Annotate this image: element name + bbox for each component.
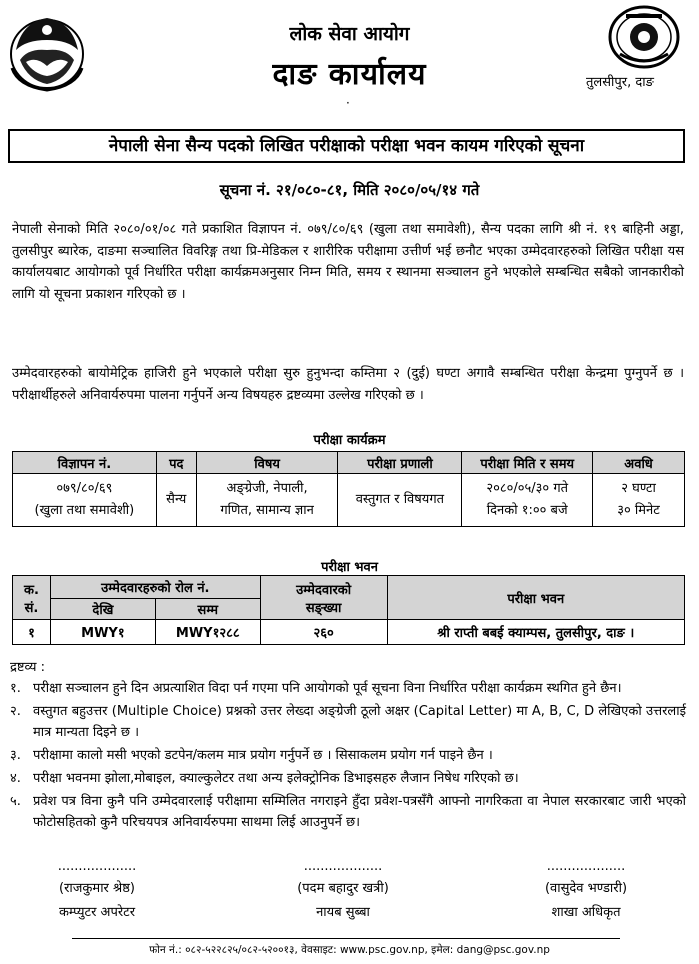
list-item [10, 745, 686, 766]
footer-divider [72, 938, 620, 939]
office-name: दाङ कार्यालय [272, 57, 427, 92]
signature-block [476, 860, 696, 920]
cell-subject [196, 474, 338, 527]
header-candidate-count [260, 576, 387, 620]
intro-paragraph: नेपाली सेनाको मिति २०८०/०१/०८ गते प्रकाशित विज्ञापन नं. ०७९/८०/६९ (खुला तथा समावेशी), सैन्य पदका लागि श्री नं. १९ बाहिनी अड्डा, तुलसीपुर ब्यारेक, दाङमा सञ्चालित विवरिङ्ग तथा प्रि-मेडिकल र शारीरिक परीक्षामा उत्तीर्ण भई छनौट भएका उम्मेदवारहरुको लिखित परीक्षा यस कार्यालयबाट आयोगको पूर्व निर्धारित परीक्षा कार्यक्रमअनुसार निम्न मिति, समय र स्थानमा सञ्चालन हुने भएकोले सम्बन्धित सबैको जानकारीको लागि यो सूचना प्रकाशन गरिएको छ । [12, 222, 684, 302]
header-roll-from: देखि [50, 599, 155, 620]
note-number: २. [10, 704, 21, 719]
notes-heading: द्रष्टव्य : [10, 660, 45, 675]
header-roll-to: सम्म [155, 599, 260, 620]
header-post: पद [156, 452, 196, 474]
header-exam-datetime: परीक्षा मिति र समय [462, 452, 593, 474]
subject-line-2: गणित, सामान्य ज्ञान [220, 503, 314, 518]
note-number: ५. [10, 794, 21, 809]
header-exam-system: परीक्षा प्रणाली [338, 452, 462, 474]
note-number: १. [10, 681, 21, 696]
header-serial-no [13, 576, 51, 620]
header-dot: · [346, 96, 350, 110]
cell-roll-to: MWY१२८८ [155, 620, 260, 645]
cell-venue: श्री राप्ती बबई क्याम्पस, तुलसीपुर, दाङ । [387, 620, 684, 645]
instruction-paragraph: उम्मेदवारहरुको बायोमेट्रिक हाजिरी हुने भएकाले परीक्षा सुरु हुनुभन्दा कम्तिमा २ (दुई) घण्टा अगावै सम्बन्धित परीक्षा केन्द्रमा पुग्नुपर्ने छ । परीक्षार्थीहरुले अनिवार्यरुपमा पालना गर्नुपर्ने अन्य विषयहरु द्रष्टव्यमा उल्लेख गरिएको छ । [12, 366, 684, 403]
table-row [13, 474, 685, 527]
list-item [10, 701, 686, 743]
cell-serial-no: १ [13, 620, 51, 645]
notice-number: सूचना नं. २१/०८०-८१, मिति २०८०/०५/१४ गते [219, 181, 480, 199]
note-number: ३. [10, 748, 21, 763]
table-header-row [13, 576, 685, 599]
office-location: तुलसीपुर, दाङ [586, 75, 654, 90]
signatory-title: कम्प्युटर अपरेटर [58, 905, 136, 920]
notes-list [10, 678, 686, 835]
signatory-name: (वासुदेव भण्डारी) [544, 881, 628, 896]
notice-title: नेपाली सेना सैन्य पदको लिखित परीक्षाको परीक्षा भवन कायम गरिएको सूचना [8, 129, 685, 163]
header-roll-no: उम्मेदवारहरुको रोल नं. [50, 576, 260, 599]
signature-block [0, 860, 207, 920]
psc-seal-icon [606, 4, 682, 70]
exam-schedule-title: परीक्षा कार्यक्रम [313, 433, 386, 448]
exam-time: दिनको १:०० बजे [486, 503, 568, 518]
signature-line: ................... [57, 859, 137, 874]
signatory-title: शाखा अधिकृत [551, 905, 621, 920]
header-ad-no: विज्ञापन नं. [13, 452, 157, 474]
duration-hours: २ घण्टा [621, 481, 656, 496]
signature-block [233, 860, 453, 920]
ad-no-value: ०७९/८०/६९ [56, 481, 113, 496]
cell-post: सैन्य [156, 474, 196, 527]
organization-name: लोक सेवा आयोग [289, 23, 410, 45]
note-text: वस्तुगत बहुउत्तर (Multiple Choice) प्रश्नको उत्तर लेख्दा अङ्ग्रेजी ठूलो अक्षर (Capital Letter) मा A, B, C, D लेखिएको उत्तरलाई मात्र मान्यता दिइने छ । [33, 704, 686, 740]
signatory-title: नायब सुब्बा [316, 905, 370, 920]
header-duration: अवधि [593, 452, 685, 474]
header-exam-venue: परीक्षा भवन [387, 576, 684, 620]
signature-line: ................... [303, 859, 383, 874]
header-serial-line-1: क. [24, 582, 39, 598]
note-text: परीक्षामा कालो मसी भएको डटपेन/कलम मात्र प्रयोग गर्नुपर्ने छ । सिसाकलम प्रयोग गर्न पाइने छैन । [33, 748, 493, 763]
signatory-name: (राजकुमार श्रेष्ठ) [59, 881, 135, 896]
header-count-line-2: सङ्ख्या [305, 600, 342, 616]
ad-no-category: (खुला तथा समावेशी) [34, 503, 135, 518]
header-serial-line-2: सं. [24, 600, 39, 616]
subject-line-1: अङ्ग्रेजी, नेपाली, [226, 481, 308, 496]
exam-venue-table [12, 575, 685, 645]
note-text: परीक्षा सञ्चालन हुने दिन अप्रत्याशित विदा पर्न गएमा पनि आयोगको पूर्व सूचना विना निर्धारित परीक्षा कार्यक्रम स्थगित हुने छैन। [33, 681, 622, 696]
cell-duration [593, 474, 685, 527]
list-item [10, 768, 686, 789]
signature-line: ................... [546, 859, 626, 874]
note-number: ४. [10, 771, 21, 786]
cell-candidate-count: २६० [260, 620, 387, 645]
exam-venue-title: परीक्षा भवन [321, 560, 378, 575]
signatory-name: (पदम बहादुर खत्री) [297, 881, 389, 896]
table-row [13, 620, 685, 645]
cell-ad-no [13, 474, 157, 527]
header-count-line-1: उम्मेदवारको [296, 582, 352, 598]
footer-contact: फोन नं.: ०८२-५२२८२५/०८२-५२००१३, वेवसाइट: www.psc.gov.np, इमेल: dang@psc.gov.np [149, 944, 550, 956]
duration-minutes: ३० मिनेट [617, 503, 660, 518]
note-text: परीक्षा भवनमा झोला,मोबाइल, क्याल्कुलेटर तथा अन्य इलेक्ट्रोनिक डिभाइसहरु लैजान निषेध गरिएको छ। [33, 771, 519, 786]
note-text: प्रवेश पत्र विना कुनै पनि उम्मेदवारलाई परीक्षामा सम्मिलित नगराइने हुँदा प्रवेश-पत्रसँगै आफ्नो नागरिकता वा नेपाल सरकारबाट जारी भएको फोटोसहितको कुनै परिचयपत्र अनिवार्यरुपमा साथमा लिई आउनुपर्ने छ। [33, 794, 686, 830]
table-header-row [13, 452, 685, 474]
list-item [10, 791, 686, 833]
cell-roll-from: MWY१ [50, 620, 155, 645]
list-item [10, 678, 686, 699]
exam-schedule-table [12, 451, 685, 527]
exam-date: २०८०/०५/३० गते [486, 481, 569, 496]
header-subject: विषय [196, 452, 338, 474]
cell-exam-datetime [462, 474, 593, 527]
cell-exam-system: वस्तुगत र विषयगत [338, 474, 462, 527]
